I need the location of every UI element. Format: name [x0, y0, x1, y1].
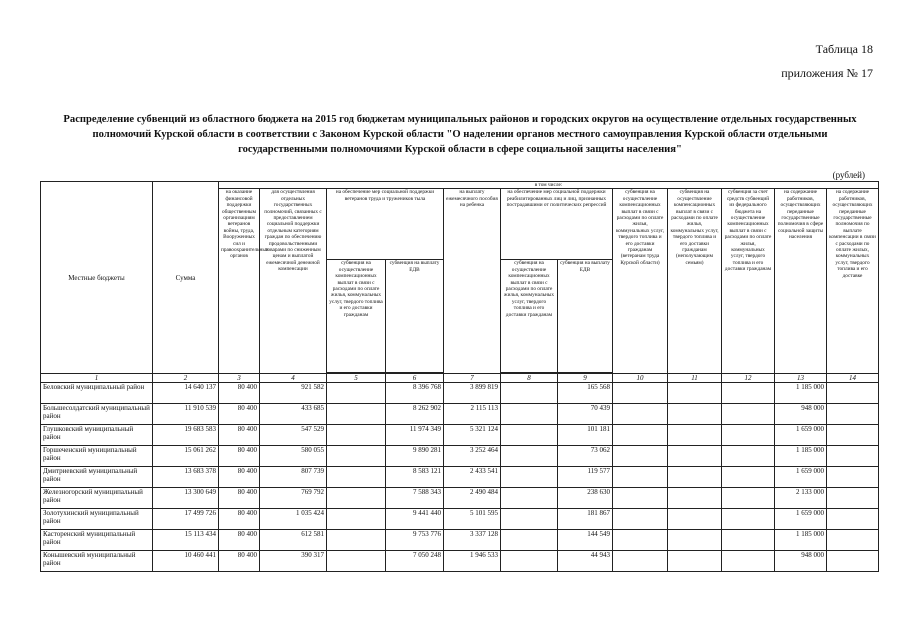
amount-cell: 80 400 — [219, 488, 260, 509]
amount-cell — [327, 551, 386, 572]
amount-cell: 9 890 281 — [386, 446, 444, 467]
column-number: 1 — [41, 374, 153, 383]
amount-cell: 5 101 595 — [444, 509, 501, 530]
amount-cell: 17 499 726 — [153, 509, 219, 530]
units-label: (рублей) — [832, 170, 865, 180]
amount-cell: 80 400 — [219, 425, 260, 446]
amount-cell — [501, 488, 558, 509]
column-number: 7 — [444, 374, 501, 383]
column-number: 4 — [260, 374, 327, 383]
amount-cell — [722, 488, 775, 509]
amount-cell: 13 300 649 — [153, 488, 219, 509]
amount-cell: 1 185 000 — [775, 530, 827, 551]
amount-cell: 1 185 000 — [775, 446, 827, 467]
amount-cell: 9 441 440 — [386, 509, 444, 530]
column-number: 10 — [613, 374, 668, 383]
amount-cell — [613, 488, 668, 509]
amount-cell: 2 133 000 — [775, 488, 827, 509]
amount-cell: 2 490 484 — [444, 488, 501, 509]
amount-cell — [668, 446, 722, 467]
amount-cell: 7 588 343 — [386, 488, 444, 509]
amount-cell: 19 683 583 — [153, 425, 219, 446]
amount-cell: 80 400 — [219, 530, 260, 551]
header-col-13: на содержание работников, осуществляющих переданные государственные полномочия в сфере социальной защиты населения — [775, 189, 827, 374]
amount-cell: 580 055 — [260, 446, 327, 467]
amount-cell: 80 400 — [219, 383, 260, 404]
header-local-budgets: Местные бюджеты — [41, 182, 153, 374]
table-row — [41, 551, 879, 572]
amount-cell — [501, 383, 558, 404]
amount-cell: 1 035 424 — [260, 509, 327, 530]
amount-cell: 8 262 902 — [386, 404, 444, 425]
table-row — [41, 404, 879, 425]
amount-cell: 1 659 000 — [775, 509, 827, 530]
amount-cell — [722, 404, 775, 425]
amount-cell: 8 583 121 — [386, 467, 444, 488]
budget-name-cell: Горшеченский муниципальный район — [41, 446, 153, 467]
amount-cell — [668, 551, 722, 572]
table-body — [41, 383, 879, 572]
document-title: Распределение субвенций из областного бюджета на 2015 год бюджетам муниципальных районов и городских округов на осуществление отдельных государственных полномочий Курской области в соответствии с Законом Курской области "О наделении органов местного самоуправления Курской области отдельными государственными полномочиями Курской области в сфере социальной защиты населения" — [63, 114, 857, 155]
amount-cell: 11 974 349 — [386, 425, 444, 446]
budget-name-cell: Дмитриевский муниципальный район — [41, 467, 153, 488]
amount-cell: 807 739 — [260, 467, 327, 488]
amount-cell — [722, 425, 775, 446]
amount-cell: 3 899 819 — [444, 383, 501, 404]
amount-cell: 80 400 — [219, 551, 260, 572]
amount-cell — [501, 404, 558, 425]
amount-cell: 2 115 113 — [444, 404, 501, 425]
amount-cell: 3 252 464 — [444, 446, 501, 467]
amount-cell: 80 400 — [219, 446, 260, 467]
header-col-12: субвенция за счет средств субвенций из федерального бюджета на осуществление компенсационных выплат в связи с расходами по оплате жилья, коммунальных услуг, твердого топлива и его доставки гражданам — [722, 189, 775, 374]
amount-cell: 80 400 — [219, 467, 260, 488]
amount-cell — [722, 509, 775, 530]
amount-cell: 612 581 — [260, 530, 327, 551]
table-number: Таблица 18 — [815, 42, 873, 56]
amount-cell: 948 000 — [775, 404, 827, 425]
header-col-8: субвенция на осуществление компенсационных выплат в связи с расходами по оплате жилья, коммунальных услуг, твердого топлива и его доставки гражданам — [501, 260, 558, 373]
header-col-4: для осуществления отдельных государственных полномочий, связанных с предоставлением социальной поддержки отдельным категориям граждан по обеспечению продовольственными товарами по сниженным ценам и выплатой ежемесячной денежной компенсации — [260, 189, 327, 374]
amount-cell — [722, 446, 775, 467]
amount-cell: 433 685 — [260, 404, 327, 425]
amount-cell — [827, 551, 879, 572]
header-col-3: на оказание финансовой поддержки общественным организациям ветеранов войны, труда, Вооруженных сил и правоохранительных органов — [219, 189, 260, 374]
amount-cell: 3 337 128 — [444, 530, 501, 551]
amount-cell: 70 439 — [558, 404, 613, 425]
column-number: 8 — [501, 374, 558, 383]
header-col-10: субвенция на осуществление компенсационных выплат в связи с расходами по оплате жилья, коммунальных услуг, твердого топлива и его доставки гражданам (ветеранам труда Курской области) — [613, 189, 668, 374]
amount-cell: 1 946 533 — [444, 551, 501, 572]
amount-cell: 11 910 539 — [153, 404, 219, 425]
amount-cell — [668, 467, 722, 488]
header-including: в том числе: — [219, 182, 879, 189]
amount-cell: 238 630 — [558, 488, 613, 509]
amount-cell: 15 061 262 — [153, 446, 219, 467]
appendix-label: приложения № 17 — [781, 66, 873, 80]
budget-name-cell: Касторенский муниципальный район — [41, 530, 153, 551]
amount-cell — [327, 509, 386, 530]
amount-cell — [501, 425, 558, 446]
amount-cell: 15 113 434 — [153, 530, 219, 551]
amount-cell — [827, 425, 879, 446]
amount-cell: 165 568 — [558, 383, 613, 404]
amount-cell — [613, 383, 668, 404]
amount-cell — [722, 551, 775, 572]
column-number: 12 — [722, 374, 775, 383]
amount-cell: 5 321 124 — [444, 425, 501, 446]
header-sum: Сумма — [153, 182, 219, 374]
amount-cell — [613, 467, 668, 488]
table-row — [41, 530, 879, 551]
budget-name-cell: Железногорский муниципальный район — [41, 488, 153, 509]
amount-cell — [668, 530, 722, 551]
amount-cell — [327, 425, 386, 446]
amount-cell — [722, 383, 775, 404]
header-col-7: на выплату ежемесячного пособия на ребенка — [444, 189, 501, 374]
amount-cell — [827, 383, 879, 404]
amount-cell: 948 000 — [775, 551, 827, 572]
table-row — [41, 488, 879, 509]
amount-cell: 7 050 248 — [386, 551, 444, 572]
amount-cell: 119 577 — [558, 467, 613, 488]
amount-cell: 73 062 — [558, 446, 613, 467]
amount-cell: 144 549 — [558, 530, 613, 551]
column-number: 13 — [775, 374, 827, 383]
table-row — [41, 467, 879, 488]
amount-cell — [613, 509, 668, 530]
amount-cell: 390 317 — [260, 551, 327, 572]
amount-cell — [827, 509, 879, 530]
header-col-5: субвенция на осуществление компенсационных выплат в связи с расходами по оплате жилья, коммунальных услуг, твердого топлива и его доставки гражданам — [327, 260, 386, 373]
column-number: 2 — [153, 374, 219, 383]
amount-cell — [827, 530, 879, 551]
amount-cell: 14 640 137 — [153, 383, 219, 404]
amount-cell — [613, 425, 668, 446]
header-group-8-9: на обеспечение мер социальной поддержки реабилитированных лиц и лиц, признанных пострадавшими от политических репрессий — [501, 189, 613, 260]
amount-cell: 1 659 000 — [775, 467, 827, 488]
amount-cell: 101 181 — [558, 425, 613, 446]
amount-cell — [613, 530, 668, 551]
amount-cell — [668, 509, 722, 530]
column-number: 14 — [827, 374, 879, 383]
amount-cell — [827, 467, 879, 488]
amount-cell — [327, 383, 386, 404]
amount-cell: 1 659 000 — [775, 425, 827, 446]
budget-name-cell: Беловский муниципальный район — [41, 383, 153, 404]
amount-cell — [327, 488, 386, 509]
amount-cell — [613, 551, 668, 572]
table-row — [41, 383, 879, 404]
budget-name-cell: Золотухинский муниципальный район — [41, 509, 153, 530]
amount-cell — [501, 446, 558, 467]
amount-cell — [722, 467, 775, 488]
table-row — [41, 509, 879, 530]
amount-cell — [501, 530, 558, 551]
amount-cell — [668, 425, 722, 446]
subsidy-table — [40, 181, 879, 572]
amount-cell: 1 185 000 — [775, 383, 827, 404]
amount-cell: 769 792 — [260, 488, 327, 509]
amount-cell: 13 683 378 — [153, 467, 219, 488]
column-number: 9 — [558, 374, 613, 383]
amount-cell — [501, 551, 558, 572]
column-number: 5 — [327, 374, 386, 383]
budget-name-cell: Большесолдатский муниципальный район — [41, 404, 153, 425]
amount-cell: 181 867 — [558, 509, 613, 530]
amount-cell — [668, 488, 722, 509]
amount-cell — [668, 383, 722, 404]
budget-name-cell: Конышевский муниципальный район — [41, 551, 153, 572]
amount-cell — [827, 404, 879, 425]
header-group-5-6: на обеспечение мер социальной поддержки ветеранов труда и тружеников тыла — [327, 189, 444, 260]
amount-cell: 9 753 776 — [386, 530, 444, 551]
amount-cell: 2 433 541 — [444, 467, 501, 488]
header-col-14: на содержание работников, осуществляющих переданные государственные полномочия по выплате компенсации в связи с расходами по оплате жилых, коммунальных услуг, твердого топлива и его доставке — [827, 189, 879, 374]
budget-name-cell: Глушковский муниципальный район — [41, 425, 153, 446]
amount-cell: 8 396 768 — [386, 383, 444, 404]
column-number: 11 — [668, 374, 722, 383]
amount-cell — [327, 530, 386, 551]
amount-cell: 10 460 441 — [153, 551, 219, 572]
header-col-9: субвенция на выплату ЕДВ — [558, 260, 613, 373]
amount-cell: 44 943 — [558, 551, 613, 572]
amount-cell — [327, 446, 386, 467]
amount-cell — [327, 467, 386, 488]
amount-cell: 80 400 — [219, 404, 260, 425]
amount-cell: 80 400 — [219, 509, 260, 530]
amount-cell — [327, 404, 386, 425]
table-row — [41, 446, 879, 467]
amount-cell — [827, 488, 879, 509]
amount-cell — [827, 446, 879, 467]
table-row — [41, 425, 879, 446]
column-number: 3 — [219, 374, 260, 383]
amount-cell — [501, 467, 558, 488]
amount-cell — [668, 404, 722, 425]
amount-cell — [613, 404, 668, 425]
header-col-6: субвенция на выплату ЕДВ — [386, 260, 444, 373]
amount-cell: 921 582 — [260, 383, 327, 404]
amount-cell — [613, 446, 668, 467]
amount-cell — [722, 530, 775, 551]
header-col-11: субвенция на осуществление компенсационных выплат в связи с расходами по оплате жилья, коммунальных услуг, твердого топлива и его доставки гражданам (неполучающим семьям) — [668, 189, 722, 374]
column-number: 6 — [386, 374, 444, 383]
amount-cell — [501, 509, 558, 530]
amount-cell: 547 529 — [260, 425, 327, 446]
